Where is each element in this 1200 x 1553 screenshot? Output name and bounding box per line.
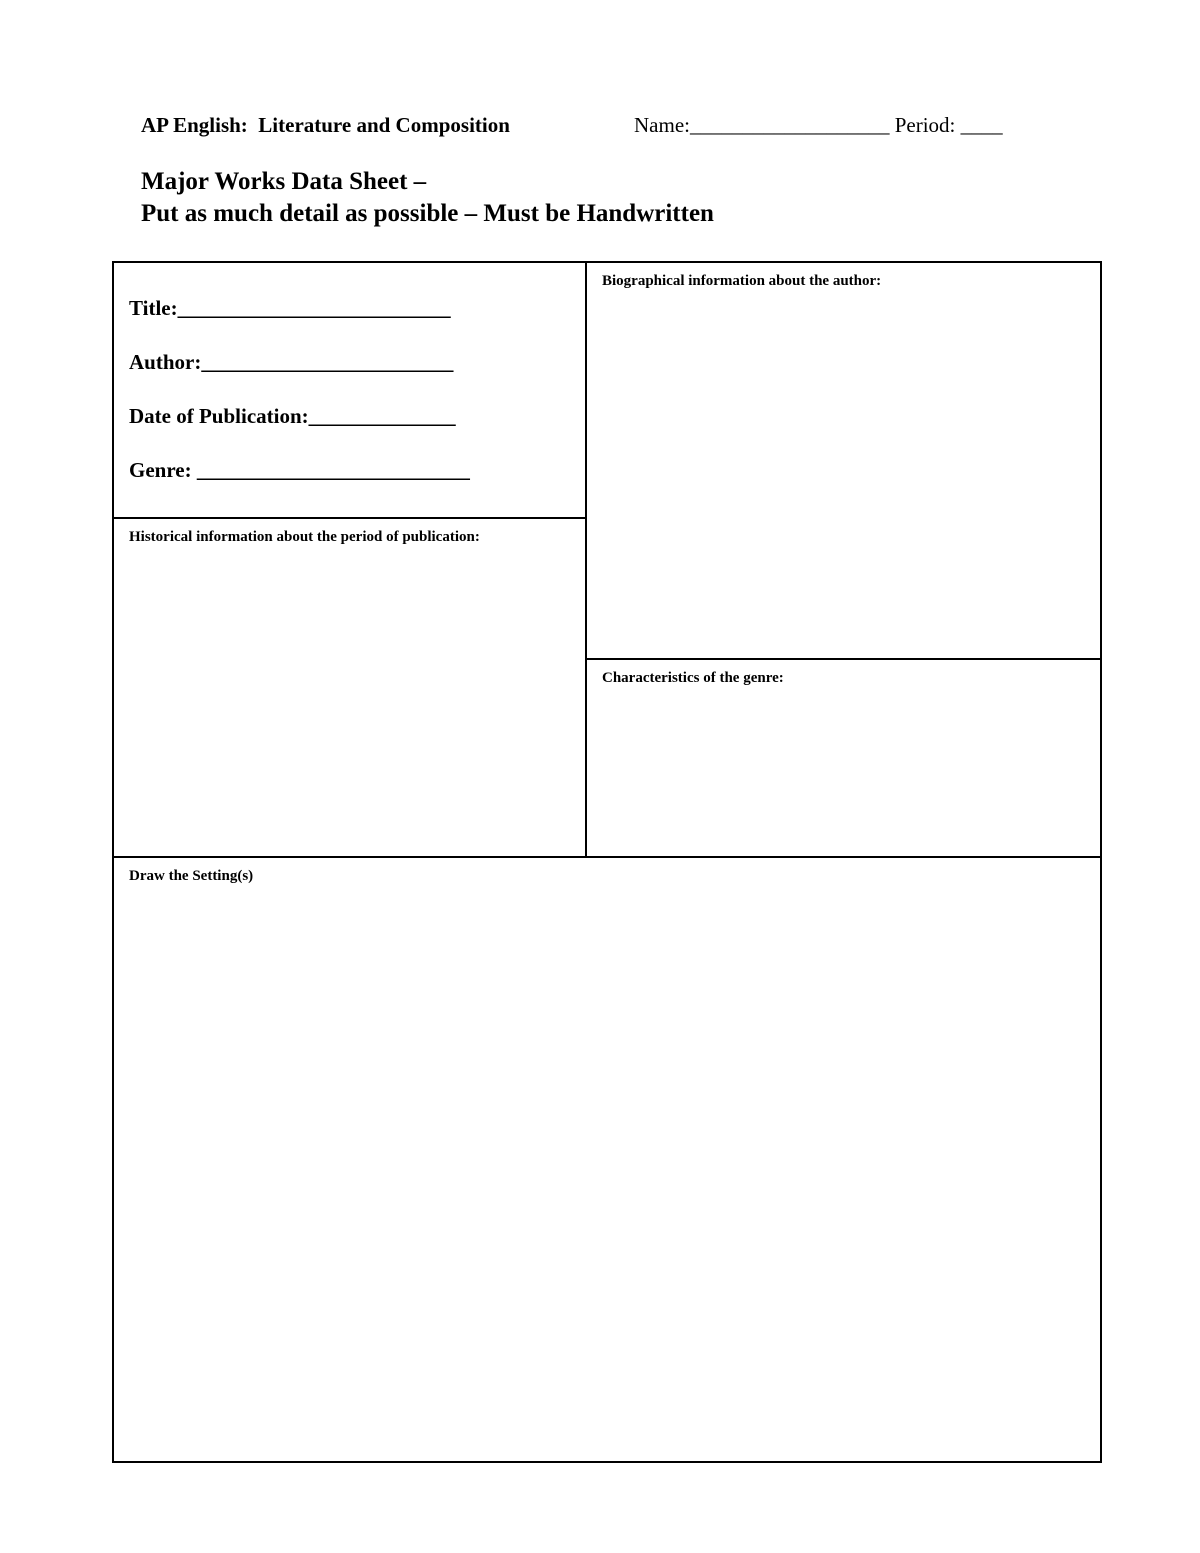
- sheet-instructions: Put as much detail as possible – Must be Handwritten: [141, 200, 714, 227]
- setting-drawing-label: Draw the Setting(s): [129, 868, 254, 884]
- historical-info-label: Historical information about the period of publication:: [129, 529, 480, 545]
- historical-info-box[interactable]: [112, 517, 587, 858]
- work-info-box: [112, 261, 587, 519]
- setting-drawing-box[interactable]: [112, 856, 1102, 1463]
- biographical-info-box[interactable]: [585, 261, 1102, 660]
- date-of-publication-field[interactable]: Date of Publication:______________: [129, 404, 456, 428]
- name-period-field[interactable]: Name:___________________ Period: ____: [634, 113, 1003, 137]
- title-field[interactable]: Title:__________________________: [129, 296, 451, 320]
- genre-characteristics-box[interactable]: [585, 658, 1102, 858]
- biographical-info-label: Biographical information about the author:: [602, 273, 882, 289]
- genre-characteristics-label: Characteristics of the genre:: [602, 670, 784, 686]
- sheet-title: Major Works Data Sheet –: [141, 168, 427, 195]
- author-field[interactable]: Author:________________________: [129, 350, 454, 374]
- genre-field[interactable]: Genre: __________________________: [129, 458, 470, 482]
- course-title: AP English: Literature and Composition: [141, 113, 510, 137]
- data-sheet-grid: [112, 261, 1102, 1463]
